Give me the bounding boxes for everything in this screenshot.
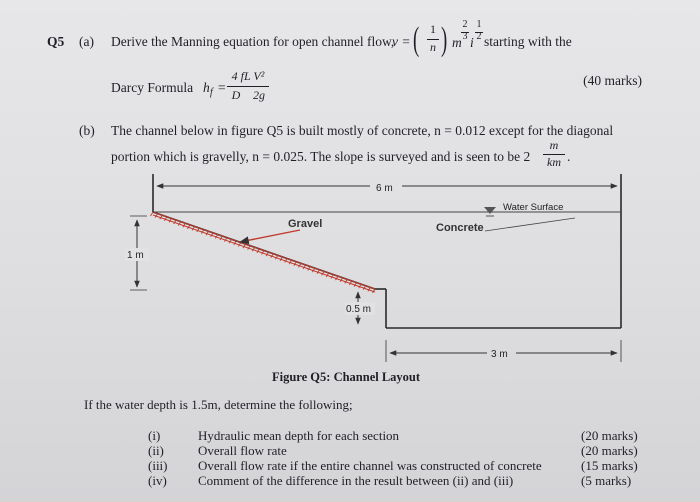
sub-question-row [148, 443, 164, 459]
item-text: Overall flow rate [198, 443, 287, 458]
exp-i-num: 1 [476, 19, 482, 30]
part-a-marks: (40 marks) [583, 73, 642, 88]
slope-den: km [547, 155, 561, 169]
paren-close: ) [441, 21, 448, 58]
part-b-label: (b) [79, 123, 95, 138]
darcy-den-d: D [231, 88, 241, 102]
dim-label-6m: 6 m [376, 183, 393, 194]
part-b-line1: The channel below in figure Q5 is built mostly of concrete, n = 0.012 except for the diagonal [111, 123, 614, 138]
item-marks: (20 marks) [581, 428, 638, 443]
darcy-sub-f: f [210, 87, 213, 98]
manning-v: v = [392, 34, 411, 49]
part-b-line2: portion which is gravelly, n = 0.025. The slope is surveyed and is seen to be 2 [111, 149, 531, 164]
exp-m-num: 2 [462, 19, 468, 30]
prompt-text: If the water depth is 1.5m, determine the following; [84, 397, 353, 412]
sub-question-row [148, 473, 167, 489]
item-marks: (20 marks) [581, 443, 638, 458]
item-num: (iv) [148, 473, 167, 488]
darcy-label: Darcy Formula [111, 80, 194, 95]
sub-question-row [148, 458, 168, 474]
darcy-den-2g: 2g [253, 88, 265, 102]
concrete-leader [485, 218, 575, 231]
item-text: Comment of the difference in the result between (ii) and (iii) [198, 473, 514, 488]
darcy-h: h [203, 80, 210, 95]
part-a-text: Derive the Manning equation for open channel flow, [111, 34, 395, 49]
slope-period: . [567, 149, 571, 164]
part-a-label: (a) [79, 34, 94, 49]
channel-outline [153, 174, 621, 328]
concrete-label: Concrete [436, 222, 484, 234]
item-num: (i) [148, 428, 161, 443]
gravel-label: Gravel [288, 218, 323, 230]
gravel-leader [240, 230, 300, 242]
exp-m-den: 3 [462, 31, 468, 42]
manning-m: m [452, 35, 462, 50]
darcy-numerator: 4 fL V² [231, 69, 265, 83]
water-surface-icon [484, 207, 496, 214]
manning-i: i [470, 35, 474, 50]
item-marks: (5 marks) [581, 473, 632, 488]
manning-frac-num: 1 [430, 22, 436, 36]
dim-label-0-5m: 0.5 m [346, 304, 372, 315]
exp-i-den: 2 [476, 31, 482, 42]
item-marks: (15 marks) [581, 458, 638, 473]
item-text: Hydraulic mean depth for each section [198, 428, 400, 443]
water-surface-label: Water Surface [503, 202, 564, 213]
part-a-suffix: starting with the [484, 34, 572, 49]
paren-open: ( [413, 21, 420, 58]
sub-question-row [148, 428, 160, 444]
darcy-equals: = [218, 80, 226, 95]
item-text: Overall flow rate if the entire channel was constructed of concrete [198, 458, 542, 473]
question-number: Q5 [47, 34, 65, 49]
item-num: (iii) [148, 458, 168, 473]
gravel-hatch-tick [151, 212, 154, 216]
figure-caption: Figure Q5: Channel Layout [272, 370, 421, 384]
gravel-hatch-ticks [151, 212, 376, 293]
dim-label-1m: 1 m [127, 250, 144, 261]
dim-label-3m: 3 m [491, 349, 508, 360]
slope-num: m [549, 138, 559, 152]
item-num: (ii) [148, 443, 164, 458]
manning-frac-den: n [430, 40, 436, 54]
